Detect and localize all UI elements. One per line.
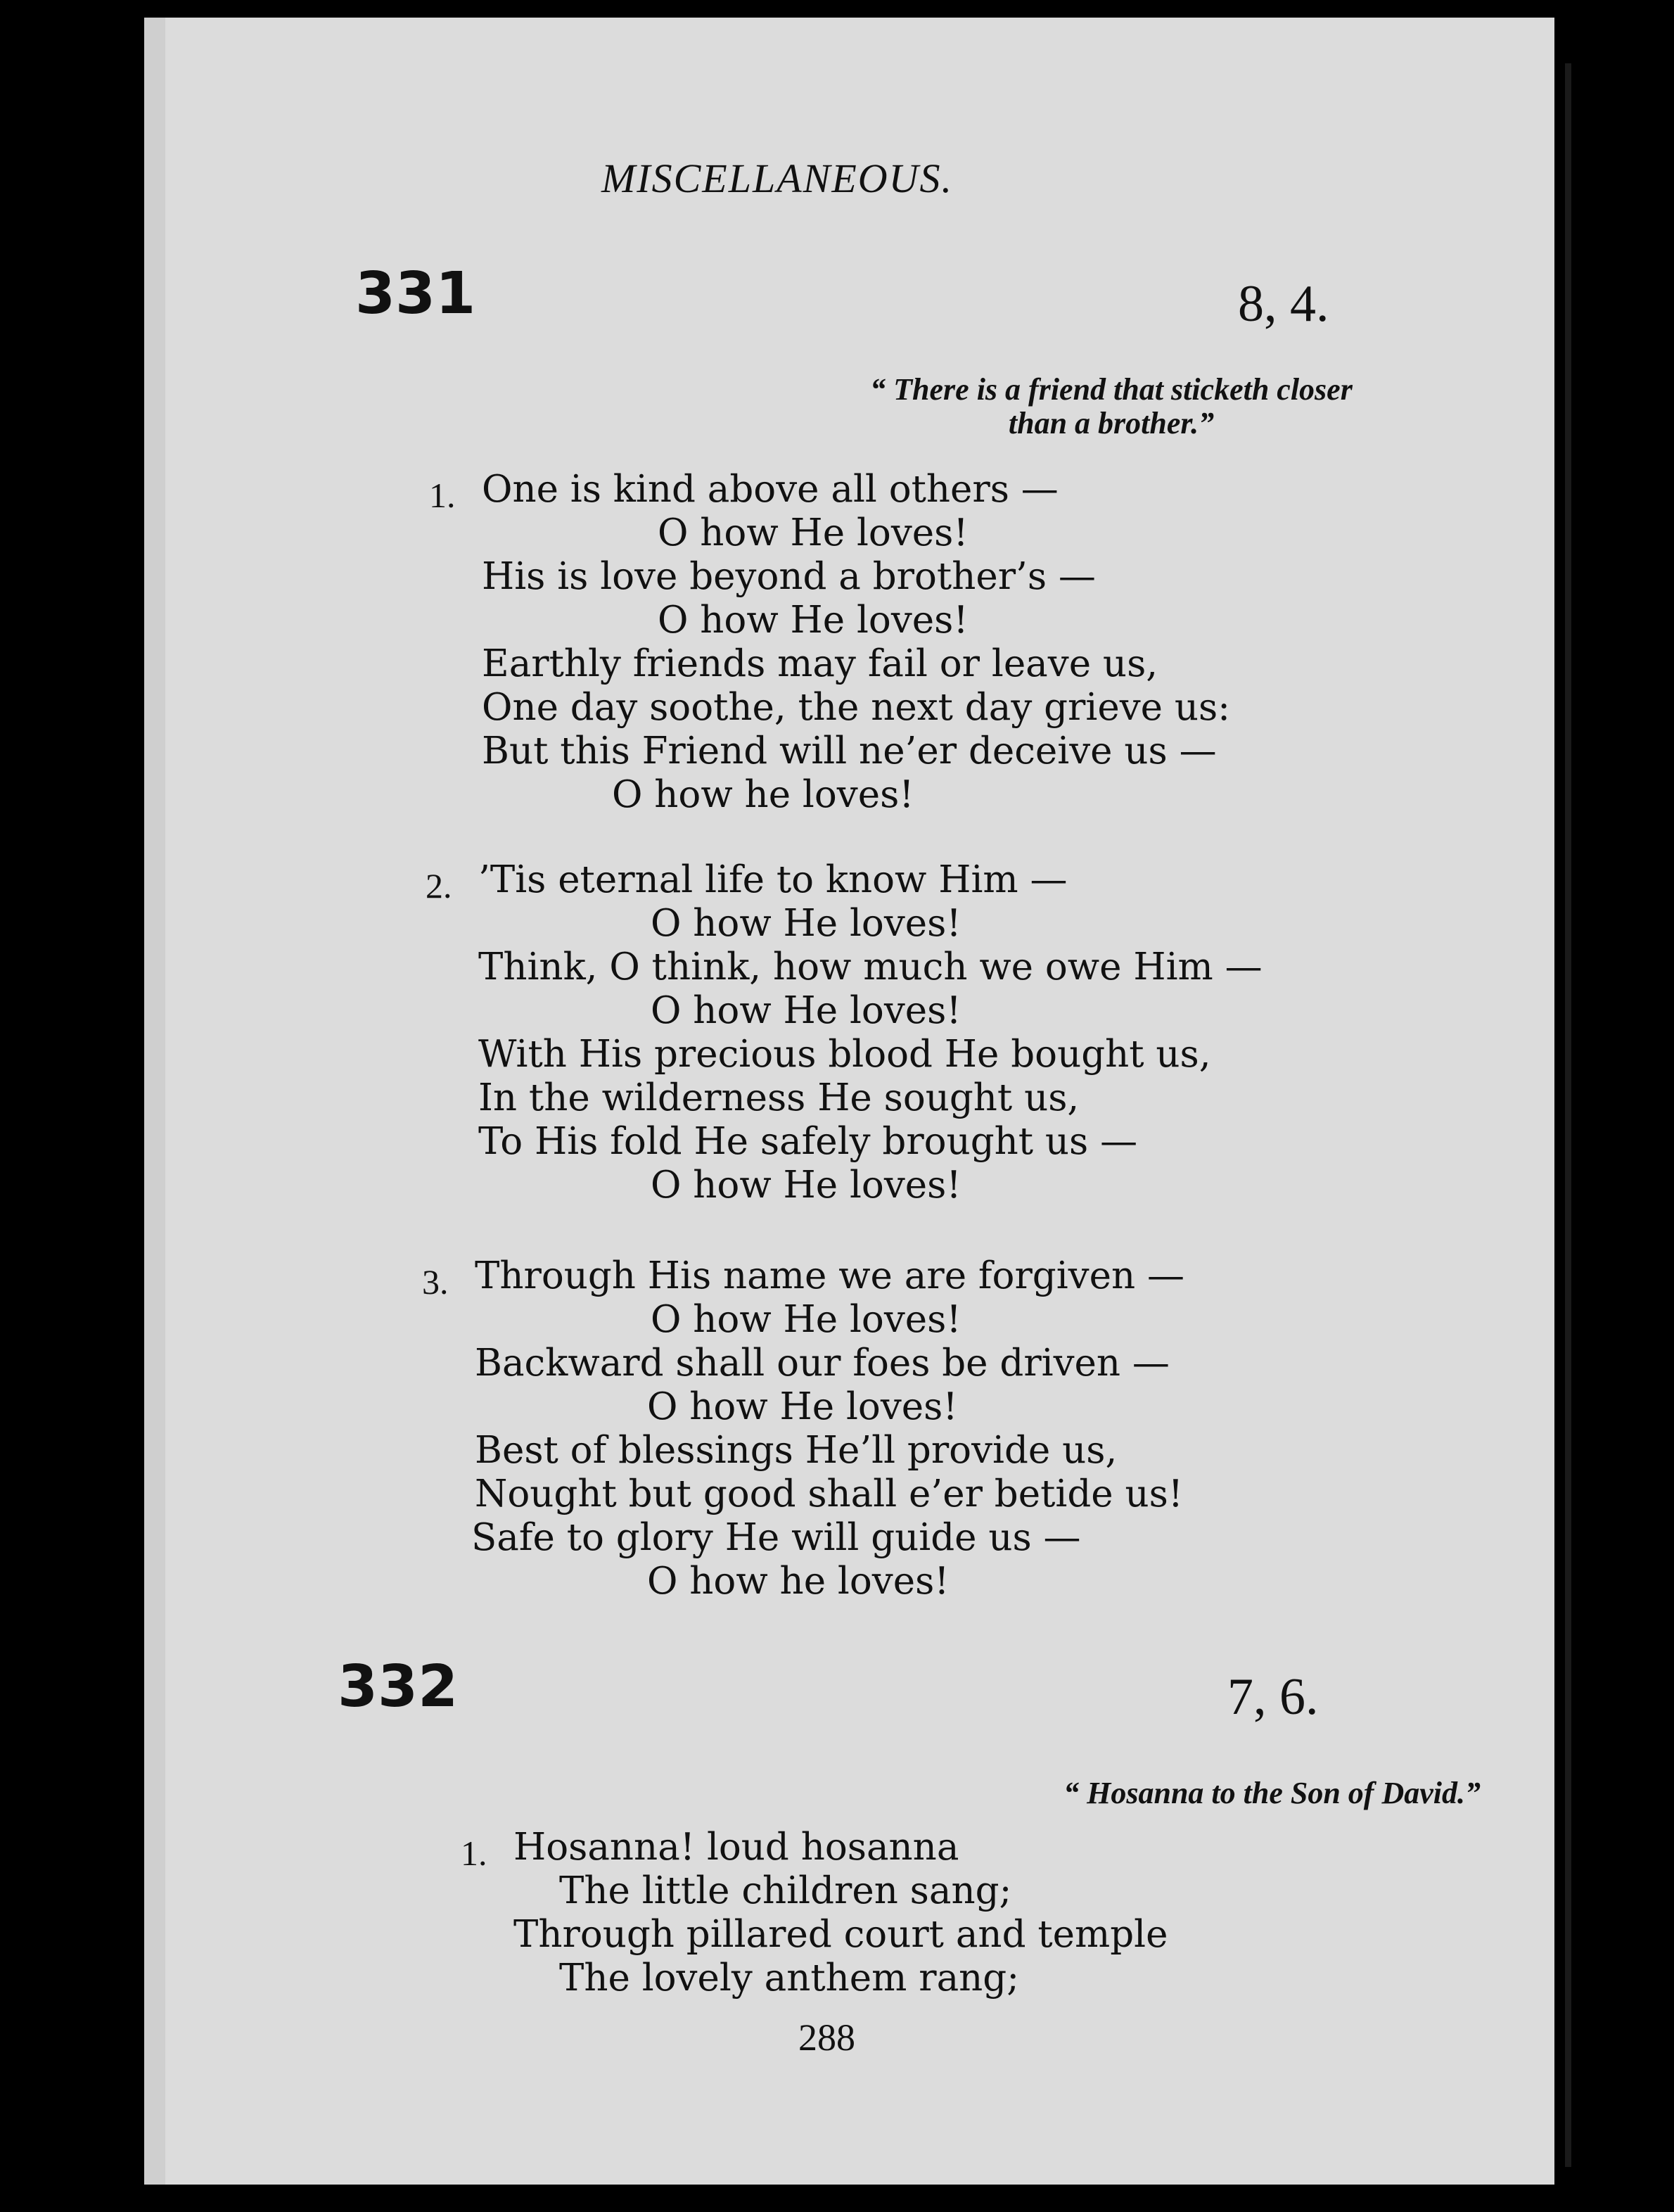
verse-line: But this Friend will ne’er deceive us — [482,730,1217,773]
running-head: MISCELLANEOUS. [601,155,954,201]
epigraph [742,373,1481,440]
verse-line: O how He loves! [651,902,961,945]
verse-line: O how he loves! [647,1560,950,1603]
page-edge [1565,63,1571,2167]
hymn-number: 332 [338,1653,459,1720]
hymn-meter: 8, 4. [1238,275,1329,333]
verse-line: The little children sang; [559,1869,1012,1912]
hymn-number: 331 [355,260,476,327]
verse-line: O how He loves! [651,1298,961,1341]
verse-line: His is love beyond a brother’s — [482,555,1096,598]
verse-line: To His fold He safely brought us — [478,1120,1138,1163]
verse-line: One is kind above all others — [482,468,1059,511]
page-shadow [144,18,165,2185]
verse-line: With His precious blood He bought us, [478,1033,1211,1076]
epigraph [819,1776,1481,1810]
verse-line: Safe to glory He will guide us — [471,1516,1081,1559]
verse-line: O how He loves! [658,599,969,642]
verse-line: Earthly friends may fail or leave us, [482,642,1158,685]
verse-line: O how He loves! [651,1164,961,1207]
verse-line: In the wilderness He sought us, [478,1076,1080,1119]
verse-line: One day soothe, the next day grieve us: [482,686,1231,729]
verse-line: Best of blessings He’ll provide us, [475,1429,1118,1472]
verse-line: Think, O think, how much we owe Him — [478,946,1263,989]
verse-number: 3. [422,1262,449,1302]
verse-line: O how He loves! [658,511,969,554]
verse-line: ’Tis eternal life to know Him — [478,858,1068,901]
epigraph-line: than a brother.” [1008,406,1215,440]
book-page [144,18,1554,2185]
verse-line: O how He loves! [651,989,961,1032]
verse-line: The lovely anthem rang; [559,1957,1020,2000]
hymn-meter: 7, 6. [1227,1668,1319,1726]
page-number: 288 [798,2016,855,2059]
verse-number: 1. [429,476,456,515]
epigraph-line: “ There is a friend that sticketh closer [870,372,1353,407]
verse-line: Through His name we are forgiven — [475,1254,1184,1297]
verse-line: Nought but good shall e’er betide us! [475,1473,1184,1515]
epigraph-line: “ Hosanna to the Son of David.” [1063,1776,1481,1810]
verse-number: 2. [426,866,452,905]
verse-number: 1. [461,1833,487,1873]
verse-line: Backward shall our foes be driven — [475,1342,1170,1385]
verse-line: Through pillared court and temple [513,1913,1168,1956]
verse-line: Hosanna! loud hosanna [513,1826,959,1869]
verse-line: O how He loves! [647,1385,958,1428]
verse-line: O how he loves! [612,773,914,816]
